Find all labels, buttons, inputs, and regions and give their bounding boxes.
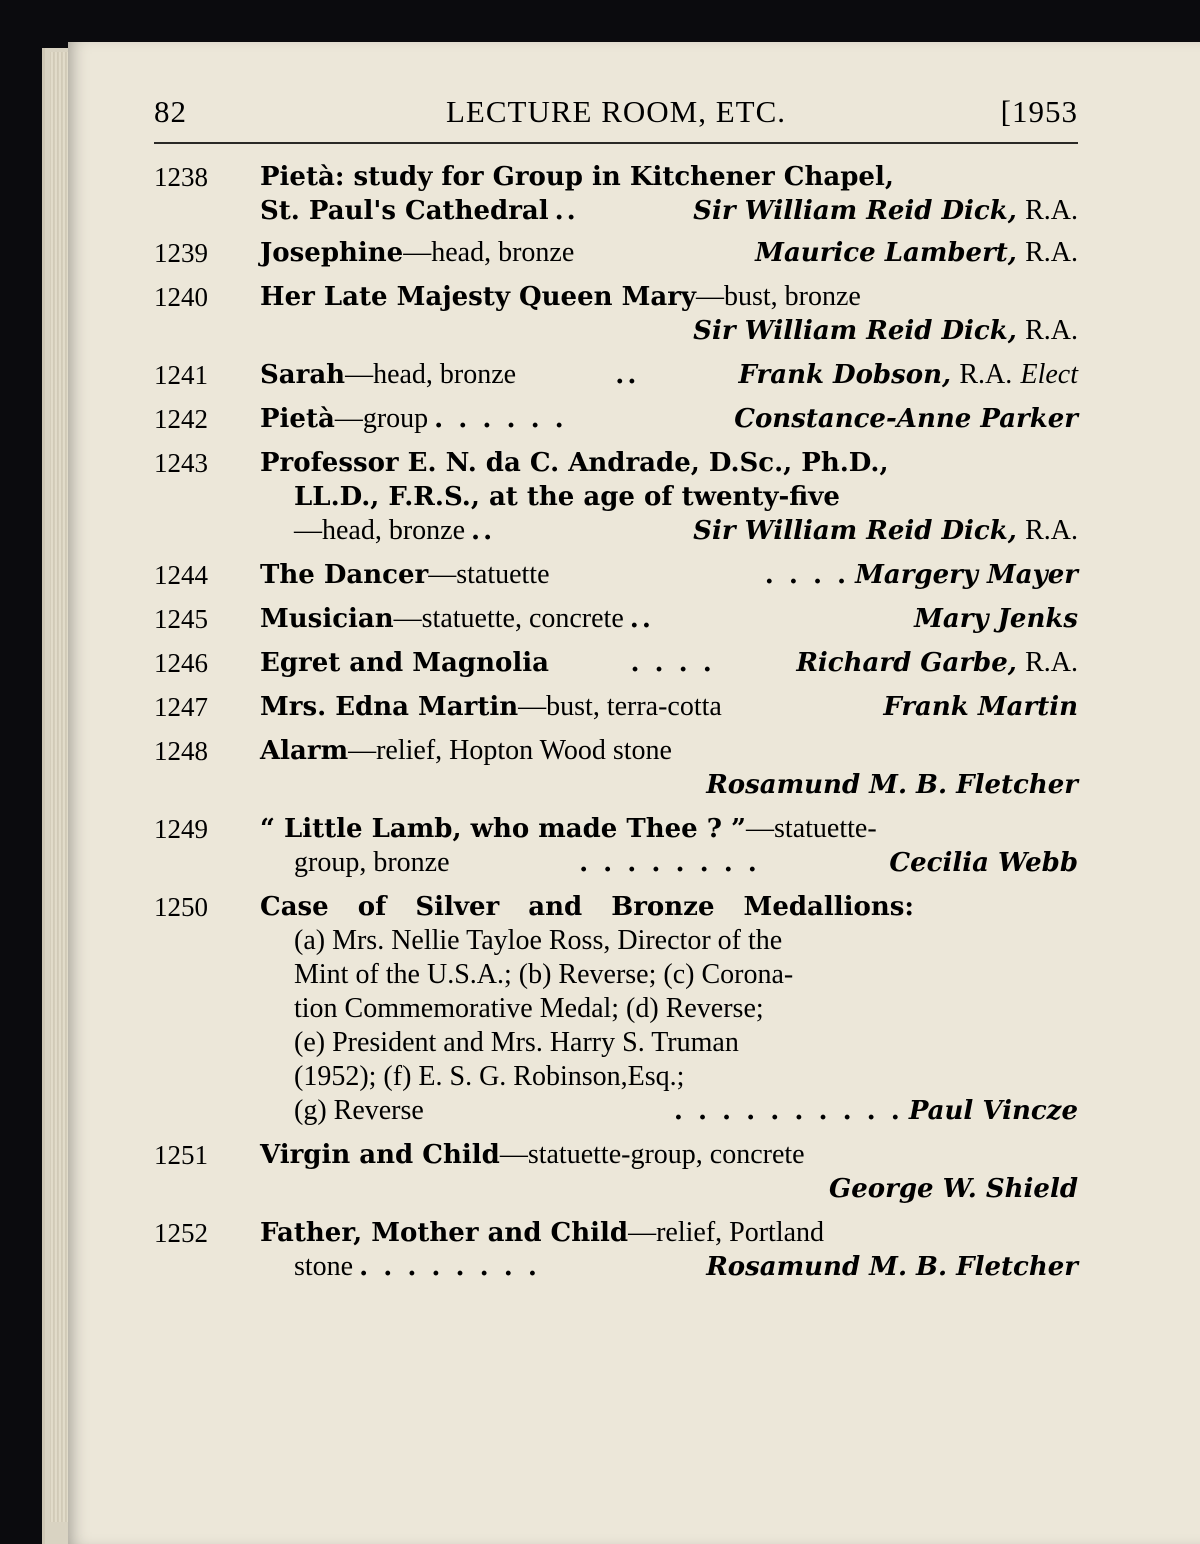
entry-title: Her Late Majesty Queen Mary — [260, 282, 696, 312]
entry-number: 1242 — [154, 404, 208, 434]
section-title: LECTURE ROOM, ETC. — [445, 94, 787, 129]
leader-dots: . . . . . . . . — [359, 1252, 540, 1282]
entry-title: The Dancer — [260, 560, 429, 590]
entry-number: 1247 — [154, 692, 208, 722]
entry-number: 1252 — [154, 1218, 208, 1248]
entry-title: Alarm — [260, 736, 349, 766]
entry-artist: Rosamund M. B. Fletcher — [706, 1252, 1078, 1282]
entry-title: Josephine — [260, 238, 404, 268]
catalogue-entry — [154, 558, 1078, 592]
catalogue-entry — [154, 236, 1078, 270]
catalogue-entry — [154, 890, 1078, 1128]
leader-dots: . . . . — [764, 560, 850, 590]
catalogue-entries — [154, 160, 1078, 1294]
entry-description: —statuette — [428, 559, 550, 590]
entry-description-cont: stone — [294, 1251, 354, 1282]
artist-honour: R.A. — [1025, 515, 1078, 546]
entry-title: Professor E. N. da C. Andrade, D.Sc., Ph.D., — [260, 448, 889, 478]
entry-number: 1240 — [154, 282, 208, 312]
catalogue-entry — [154, 602, 1078, 636]
entry-artist: Mary Jenks — [914, 604, 1078, 634]
entry-description: —group — [334, 403, 429, 434]
entry-artist: Paul Vincze — [908, 1096, 1078, 1126]
catalogue-entry — [154, 812, 1078, 880]
exhibition-year: [1953 — [1000, 94, 1078, 129]
entry-number: 1239 — [154, 238, 208, 268]
entry-artist: Frank Martin — [883, 692, 1078, 722]
catalogue-entry — [154, 280, 1078, 348]
catalogue-entry — [154, 1216, 1078, 1284]
artist-honour-elect: Elect — [1020, 359, 1079, 390]
artist-honour: R.A. — [1025, 237, 1078, 268]
catalogue-entry — [154, 690, 1078, 724]
entry-title-cont: St. Paul's Cathedral — [260, 196, 549, 226]
entry-artist: Sir William Reid Dick, — [693, 516, 1017, 546]
artist-honour: R.A. — [1025, 647, 1079, 678]
catalogue-entry — [154, 646, 1078, 680]
catalogue-entry — [154, 160, 1078, 228]
entry-title: Pietà: study for Group in Kitchener Chapel, — [260, 162, 894, 192]
entry-description: —head, bronze — [403, 237, 575, 268]
catalogue-entry — [154, 734, 1078, 802]
medallion-line: (e) President and Mrs. Harry S. Truman — [294, 1027, 739, 1058]
leader-dots: .. — [629, 604, 654, 634]
entry-title: Mrs. Edna Martin — [260, 692, 519, 722]
entry-description: —head, bronze — [294, 515, 466, 546]
entry-artist: Sir William Reid Dick, — [693, 196, 1017, 226]
entry-artist: Maurice Lambert, — [755, 238, 1017, 268]
entry-title: Father, Mother and Child — [260, 1218, 629, 1248]
entry-description: —relief, Hopton Wood stone — [348, 735, 672, 766]
entry-description: —statuette, concrete — [393, 603, 624, 634]
entry-number: 1250 — [154, 892, 208, 922]
entry-description: —bust, terra-cotta — [518, 691, 722, 722]
leader-dots: . . . . . . . . — [579, 848, 760, 878]
artist-honour: R.A. — [1025, 315, 1078, 346]
medallion-line: (1952); (f) E. S. G. Robinson,Esq.; — [294, 1061, 685, 1092]
medallion-line: (g) Reverse — [294, 1095, 424, 1126]
entry-number: 1245 — [154, 604, 208, 634]
entry-number: 1243 — [154, 448, 208, 478]
entry-description: —bust, bronze — [696, 281, 861, 312]
catalogue-entry — [154, 402, 1078, 436]
entry-number: 1244 — [154, 560, 208, 590]
entry-number: 1246 — [154, 648, 208, 678]
page-stack-edge — [50, 52, 70, 1522]
entry-title: Pietà — [260, 404, 335, 434]
medallion-line: Mint of the U.S.A.; (b) Reverse; (c) Corona- — [294, 959, 794, 990]
leader-dots: . . . . . . . . . . — [673, 1096, 903, 1126]
entry-artist: Sir William Reid Dick, — [693, 316, 1017, 346]
entry-number: 1238 — [154, 162, 208, 192]
header-rule — [154, 142, 1078, 144]
entry-title: Egret and Magnolia — [260, 648, 549, 678]
entry-title: Sarah — [260, 360, 346, 390]
entry-title-cont: LL.D., F.R.S., at the age of twenty-five — [294, 482, 840, 512]
running-header — [154, 94, 1078, 134]
catalogue-entry — [154, 1138, 1078, 1206]
entry-number: 1248 — [154, 736, 208, 766]
entry-description: —head, bronze — [345, 359, 517, 390]
entry-description-cont: group, bronze — [294, 847, 450, 878]
leader-dots: . . . . — [630, 648, 715, 678]
entry-description: —statuette- — [746, 813, 877, 844]
entry-number: 1241 — [154, 360, 208, 390]
entry-number: 1251 — [154, 1140, 208, 1170]
entry-artist: Constance-Anne Parker — [734, 404, 1078, 434]
entry-artist: George W. Shield — [829, 1174, 1078, 1204]
entry-number: 1249 — [154, 814, 208, 844]
leader-dots: . . . . . . — [434, 404, 567, 434]
leader-dots: .. — [554, 196, 579, 226]
entry-artist: Frank Dobson, — [738, 360, 952, 390]
catalogue-entry — [154, 446, 1078, 548]
entry-description: —relief, Portland — [628, 1217, 825, 1248]
medallion-line: (a) Mrs. Nellie Tayloe Ross, Director of the — [294, 925, 783, 956]
entry-artist: Margery Mayer — [855, 560, 1078, 590]
entry-title: Musician — [260, 604, 394, 634]
entry-artist: Richard Garbe, — [796, 648, 1017, 678]
medallion-line: tion Commemorative Medal; (d) Reverse; — [294, 993, 764, 1024]
entry-description: —statuette-group, concrete — [499, 1139, 805, 1170]
entry-title: Virgin and Child — [260, 1140, 500, 1170]
leader-dots: .. — [471, 516, 496, 546]
page-number: 82 — [154, 94, 187, 129]
entry-title: Case of Silver and Bronze Medallions: — [260, 892, 914, 922]
artist-honour: R.A. — [959, 359, 1013, 390]
artist-honour: R.A. — [1025, 195, 1078, 226]
catalogue-entry — [154, 358, 1078, 392]
entry-artist: Cecilia Webb — [889, 848, 1078, 878]
leader-dots: .. — [615, 360, 640, 390]
entry-artist: Rosamund M. B. Fletcher — [706, 770, 1078, 800]
entry-title: “ Little Lamb, who made Thee ? ” — [260, 814, 747, 844]
